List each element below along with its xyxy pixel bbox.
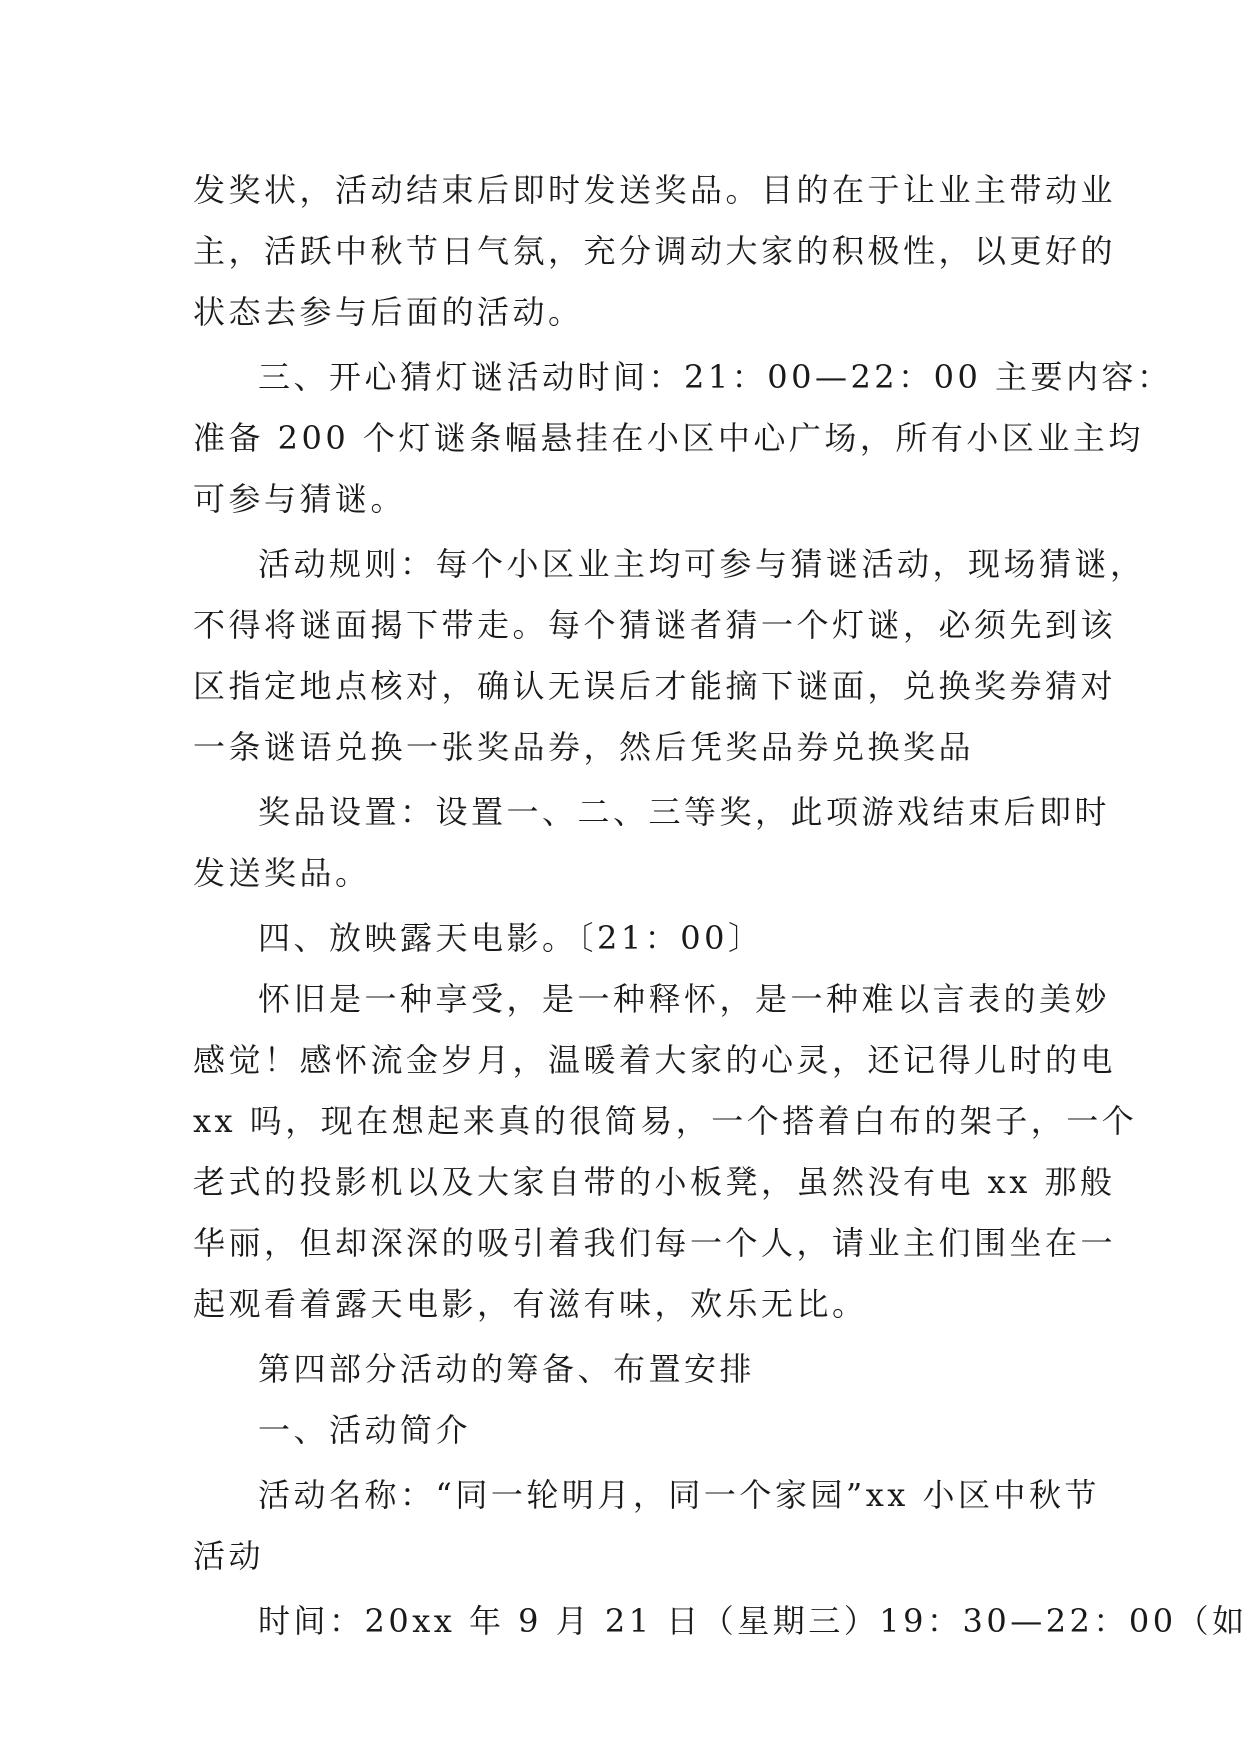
text-line: 怀旧是一种享受，是一种释怀，是一种难以言表的美妙 bbox=[258, 980, 1111, 1018]
text-line: 一条谜语兑换一张奖品券，然后凭奖品券兑换奖品 bbox=[193, 728, 975, 766]
text-line: 活动名称：“同一轮明月，同一个家园”xx 小区中秋节 bbox=[258, 1476, 1100, 1514]
text-line: 发奖状，活动结束后即时发送奖品。目的在于让业主带动业 bbox=[193, 171, 1117, 209]
text-line: 区指定地点核对，确认无误后才能摘下谜面，兑换奖券猜对 bbox=[193, 667, 1117, 705]
subsection-heading: 一、活动简介 bbox=[258, 1411, 472, 1449]
text-line: 感觉！感怀流金岁月，温暖着大家的心灵，还记得儿时的电 bbox=[193, 1041, 1117, 1079]
text-line: 主，活跃中秋节日气氛，充分调动大家的积极性，以更好的 bbox=[193, 232, 1117, 270]
text-line: 老式的投影机以及大家自带的小板凳，虽然没有电 xx 那般 bbox=[193, 1163, 1116, 1201]
text-line: 四、放映露天电影。〔21：00〕 bbox=[258, 919, 764, 957]
text-line: 准备 200 个灯谜条幅悬挂在小区中心广场，所有小区业主均 bbox=[193, 419, 1144, 457]
text-line: 奖品设置：设置一、二、三等奖，此项游戏结束后即时 bbox=[258, 793, 1111, 831]
text-line: 活动 bbox=[193, 1537, 265, 1575]
text-line: 三、开心猜灯谜活动时间：21：00—22：00 主要内容： bbox=[258, 358, 1173, 396]
text-line: 起观看着露天电影，有滋有味，欢乐无比。 bbox=[193, 1285, 868, 1323]
section-heading: 第四部分活动的筹备、布置安排 bbox=[258, 1350, 756, 1388]
document-body bbox=[193, 160, 1248, 1652]
text-line: xx 吗，现在想起来真的很简易，一个搭着白布的架子，一个 bbox=[193, 1102, 1138, 1140]
text-line: 不得将谜面揭下带走。每个猜谜者猜一个灯谜，必须先到该 bbox=[193, 606, 1117, 644]
text-line: 可参与猜谜。 bbox=[193, 480, 407, 518]
text-line: 时间：20xx 年 9 月 21 日（星期三）19：30—22：00（如 bbox=[258, 1602, 1248, 1640]
text-line: 状态去参与后面的活动。 bbox=[193, 293, 584, 331]
text-line: 华丽，但却深深的吸引着我们每一个人，请业主们围坐在一 bbox=[193, 1224, 1117, 1262]
text-line: 发送奖品。 bbox=[193, 854, 371, 892]
text-line: 活动规则：每个小区业主均可参与猜谜活动，现场猜谜， bbox=[258, 545, 1146, 583]
